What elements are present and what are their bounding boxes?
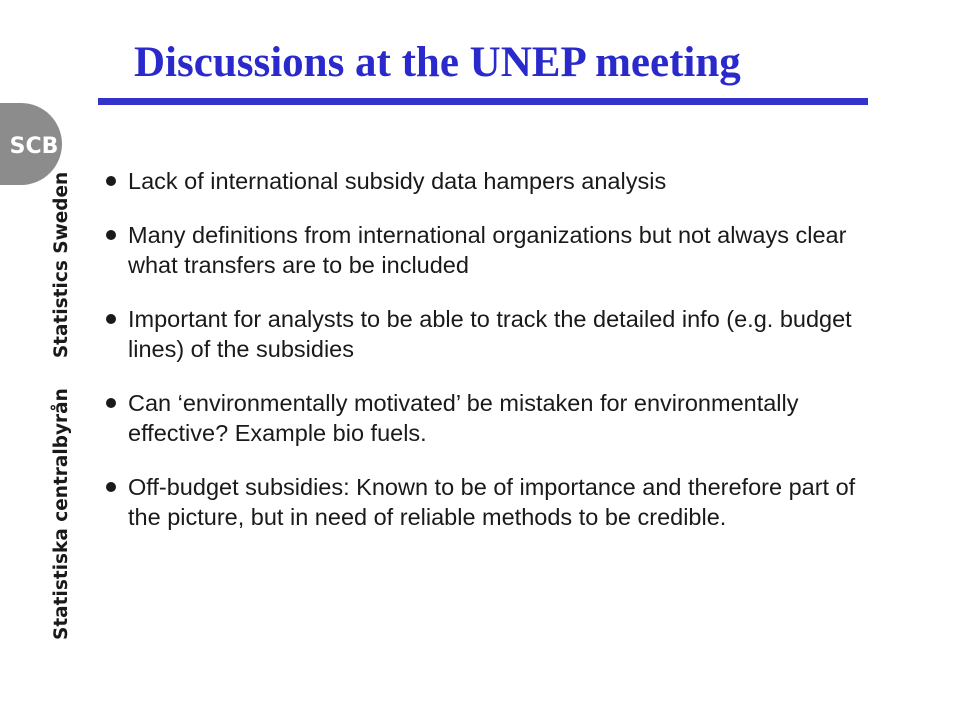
bullet-item: Many definitions from international organizations but not always clear what transfers are to be included bbox=[104, 220, 894, 280]
bullet-dot-icon bbox=[106, 176, 116, 186]
bullet-item: Lack of international subsidy data hampers analysis bbox=[104, 166, 894, 196]
bullet-list bbox=[104, 166, 894, 556]
bullet-item: Important for analysts to be able to track the detailed info (e.g. budget lines) of the subsidies bbox=[104, 304, 894, 364]
bullet-dot-icon bbox=[106, 482, 116, 492]
vertical-brand-text bbox=[50, 172, 74, 640]
bullet-dot-icon bbox=[106, 398, 116, 408]
bullet-dot-icon bbox=[106, 230, 116, 240]
title-underline bbox=[98, 98, 868, 105]
svg-text:SCB: SCB bbox=[9, 134, 59, 159]
slide-title: Discussions at the UNEP meeting bbox=[134, 39, 741, 86]
brand-name-swedish: Statistiska centralbyrån bbox=[51, 388, 72, 640]
bullet-dot-icon bbox=[106, 314, 116, 324]
bullet-item: Off-budget subsidies: Known to be of importance and therefore part of the picture, but in need of reliable methods to be credible. bbox=[104, 472, 894, 532]
bullet-item: Can ‘environmentally motivated’ be mistaken for environmentally effective? Example bio fuels. bbox=[104, 388, 894, 448]
brand-name-english: Statistics Sweden bbox=[51, 171, 72, 359]
